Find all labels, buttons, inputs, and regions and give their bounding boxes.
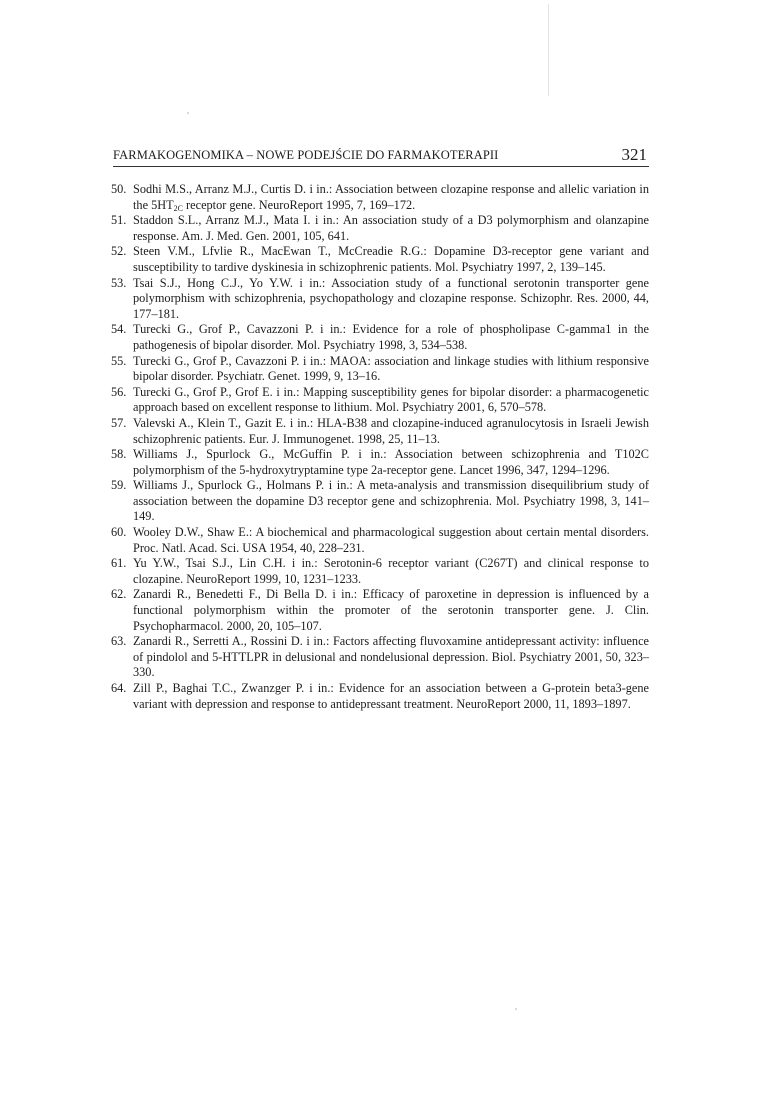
reference-text: Zanardi R., Benedetti F., Di Bella D. i in.: Efficacy of paroxetine in depression is influenced by a functional polymorphism within the promoter of the serotonin transporter gene. J. Clin. Psychopharmacol. 2000, 20, 105–107. [133, 587, 649, 633]
scan-artifact-line [548, 4, 549, 96]
subscript: 2C [173, 203, 183, 213]
reference-number: 52. [111, 244, 127, 259]
reference-number: 54. [111, 322, 127, 337]
reference-item [111, 244, 649, 275]
reference-item [111, 525, 649, 556]
reference-item [111, 634, 649, 681]
reference-text: Turecki G., Grof P., Cavazzoni P. i in.: MAOA: association and linkage studies with lithium responsive bipolar disorder. Psychiatr. Genet. 1999, 9, 13–16. [133, 353, 649, 384]
reference-number: 53. [111, 275, 127, 290]
reference-text: Williams J., Spurlock G., Holmans P. i in.: A meta-analysis and transmission disequilibrium study of association between the dopamine D3 receptor gene and schizophrenia. Mol. Psychiatry 1998, 3, 141–149. [133, 478, 649, 524]
reference-number: 51. [111, 213, 127, 228]
reference-text: Turecki G., Grof P., Grof E. i in.: Mapping susceptibility genes for bipolar disorder: a pharmacogenetic approach based on excellent response to lithium. Mol. Psychiatry 2001, 6, 570–578. [133, 384, 649, 415]
reference-number: 64. [111, 681, 127, 695]
reference-text: Williams J., Spurlock G., McGuffin P. i in.: Association between schizophrenia and T102C polymorphism of the 5-hydroxytryptamine type 2a-receptor gene. Lancet 1996, 347, 1294–1296. [133, 447, 649, 477]
reference-number: 61. [111, 556, 127, 571]
reference-text-part: Sodhi M.S., Arranz M.J., Curtis D. i in.: Association between clozapine response and allelic variation in the 5HT [133, 182, 649, 212]
reference-text: Tsai S.J., Hong C.J., Yo Y.W. i in.: Association study of a functional serotonin transporter gene polymorphism with schizophrenia, psychopathology and clozapine response. Schizophr. Res. 2000, 44, 177–181. [133, 275, 649, 321]
reference-item [111, 322, 649, 353]
reference-text: Yu Y.W., Tsai S.J., Lin C.H. i in.: Serotonin-6 receptor variant (C267T) and clinical response to clozapine. NeuroReport 1999, 10, 1231–1233. [133, 556, 649, 586]
reference-item [111, 416, 649, 447]
running-title: FARMAKOGENOMIKA – NOWE PODEJŚCIE DO FARMAKOTERAPII [113, 148, 499, 162]
reference-list [111, 182, 649, 712]
reference-text [133, 182, 649, 212]
reference-item [111, 556, 649, 587]
reference-text-part: receptor gene. NeuroReport 1995, 7, 169–172. [182, 197, 416, 212]
reference-text: Wooley D.W., Shaw E.: A biochemical and pharmacological suggestion about certain mental disorders. Proc. Natl. Acad. Sci. USA 1954, 40, 228–231. [133, 525, 649, 555]
reference-number: 63. [111, 634, 127, 649]
reference-number: 60. [111, 525, 127, 540]
reference-text: Staddon S.L., Arranz M.J., Mata I. i in.: An association study of a D3 polymorphism and olanzapine response. Am. J. Med. Gen. 2001, 105, 641. [133, 213, 649, 243]
scan-artifact-dot [187, 112, 189, 114]
reference-text: Steen V.M., Lfvlie R., MacEwan T., McCreadie R.G.: Dopamine D3-receptor gene variant and susceptibility to tardive dyskinesia in schizophrenic patients. Mol. Psychiatry 1997, 2, 139–145. [133, 244, 649, 274]
reference-number: 56. [111, 384, 127, 399]
reference-number: 62. [111, 587, 127, 602]
reference-item [111, 478, 649, 525]
reference-text: Turecki G., Grof P., Cavazzoni P. i in.: Evidence for a role of phospholipase C-gamma1 in the pathogenesis of bipolar disorder. Mol. Psychiatry 1998, 3, 534–538. [133, 322, 649, 352]
reference-item [111, 385, 649, 416]
reference-number: 57. [111, 415, 127, 430]
page-number: 321 [621, 145, 647, 164]
reference-item [111, 681, 649, 712]
reference-number: 55. [111, 353, 127, 368]
reference-item [111, 213, 649, 244]
reference-number: 58. [111, 447, 127, 462]
reference-text: Zill P., Baghai T.C., Zwanzger P. i in.: Evidence for an association between a G-protein beta3-gene variant with depression and response to antidepressant treatment. NeuroReport 2000, 11, 1893–1897. [133, 681, 649, 711]
reference-item [111, 276, 649, 323]
scan-artifact-dot [515, 1008, 517, 1010]
reference-item [111, 354, 649, 385]
reference-text: Zanardi R., Serretti A., Rossini D. i in.: Factors affecting fluvoxamine antidepressant activity: influence of pindolol and 5-HTTLPR in delusional and nondelusional depression. Biol. Psychiatry 2001, 50, 323–330. [133, 634, 649, 680]
reference-number: 59. [111, 478, 127, 493]
reference-item [111, 447, 649, 478]
reference-item [111, 182, 649, 213]
page-header [113, 142, 649, 167]
reference-text: Valevski A., Klein T., Gazit E. i in.: HLA-B38 and clozapine-induced agranulocytosis in Israeli Jewish schizophrenic patients. Eur. J. Immunogenet. 1998, 25, 11–13. [133, 415, 649, 446]
reference-number: 50. [111, 182, 127, 196]
reference-item [111, 587, 649, 634]
